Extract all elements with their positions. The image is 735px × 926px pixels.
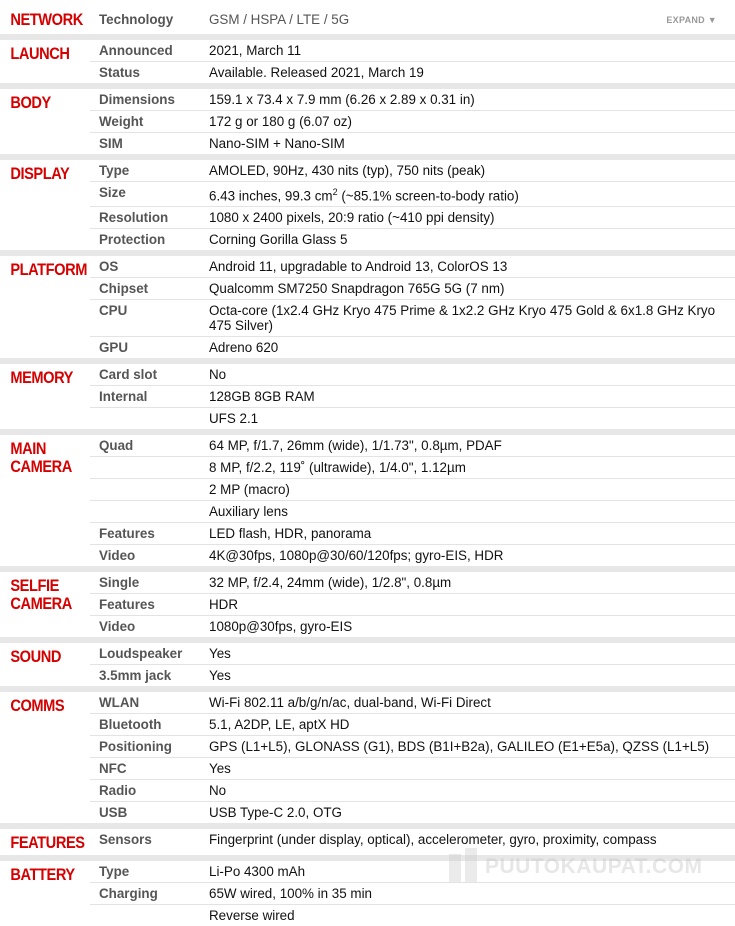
spec-value: 65W wired, 100% in 35 min: [209, 886, 372, 902]
spec-value: USB Type-C 2.0, OTG: [209, 805, 342, 821]
section-title: SOUND: [10, 647, 61, 667]
spec-value: UFS 2.1: [209, 411, 259, 427]
section-main-camera: [0, 429, 735, 566]
section-title-line2: CAMERA: [10, 457, 72, 477]
section-title: BODY: [10, 93, 51, 112]
spec-value: No: [209, 783, 227, 799]
spec-value: AMOLED, 90Hz, 430 nits (typ), 750 nits (peak): [209, 163, 486, 178]
section-memory: [0, 358, 735, 429]
spec-label: Type: [99, 163, 130, 178]
spec-value: 2 MP (macro): [209, 482, 290, 498]
spec-label: Status: [99, 65, 140, 80]
section-title-line1: MAIN: [10, 439, 46, 459]
spec-value: 5.1, A2DP, LE, aptX HD: [209, 717, 350, 733]
spec-row-quad-2: [90, 456, 735, 478]
spec-label: Features: [99, 526, 155, 542]
spec-label: [90, 479, 200, 500]
spec-row-quad-4: [90, 500, 735, 522]
spec-label: 3.5mm jack: [99, 668, 172, 684]
spec-label: Video: [99, 548, 136, 564]
spec-row-quad-3: [90, 478, 735, 500]
spec-row-video: [90, 544, 735, 566]
spec-value: Available. Released 2021, March 19: [209, 65, 424, 80]
spec-value: 2021, March 11: [209, 43, 302, 58]
spec-row-announced: [90, 40, 735, 61]
spec-label: Positioning: [99, 739, 172, 755]
spec-label: Radio: [99, 783, 137, 799]
spec-row-type: [90, 160, 735, 181]
spec-label: Quad: [99, 438, 134, 454]
spec-row-protection: [90, 228, 735, 250]
spec-value: 4K@30fps, 1080p@30/60/120fps; gyro-EIS, HDR: [209, 548, 504, 564]
spec-row-gpu: [90, 336, 735, 358]
section-title: [0, 435, 77, 566]
spec-label: Dimensions: [99, 92, 175, 107]
section-title: NETWORK: [10, 10, 83, 29]
section-title: LAUNCH: [10, 44, 70, 63]
spec-value: 1080 x 2400 pixels, 20:9 ratio (~410 ppi density): [209, 210, 495, 226]
section-battery: [0, 855, 735, 926]
spec-row-weight: [90, 110, 735, 132]
size-ratio: (~85.1% screen-to-body ratio): [337, 188, 519, 204]
section-title: DISPLAY: [10, 164, 70, 183]
spec-label: Internal: [99, 389, 148, 405]
watermark-text: PUUTOKAUPAT.COM: [485, 855, 703, 878]
spec-label: Type: [99, 864, 130, 880]
section-launch: [0, 34, 735, 83]
spec-value: GSM / HSPA / LTE / 5G: [209, 12, 350, 27]
spec-value: 8 MP, f/2.2, 119˚ (ultrawide), 1/4.0", 1.12µm: [209, 460, 466, 476]
spec-label: OS: [99, 259, 119, 275]
section-features: [0, 823, 735, 855]
spec-value: 128GB 8GB RAM: [209, 389, 315, 405]
spec-label: CPU: [99, 303, 128, 319]
spec-row-video: [90, 615, 735, 637]
spec-label: Technology: [99, 12, 174, 27]
spec-row-type: [90, 861, 735, 882]
spec-value: Auxiliary lens: [209, 504, 288, 520]
spec-row-technology[interactable]: [90, 6, 735, 34]
expand-button[interactable]: EXPAND ▼: [666, 15, 717, 25]
spec-value: GPS (L1+L5), GLONASS (G1), BDS (B1I+B2a), GALILEO (E1+E5a), QZSS (L1+L5): [209, 739, 710, 755]
spec-row-dimensions: [90, 89, 735, 110]
spec-value: Corning Gorilla Glass 5: [209, 232, 348, 248]
section-selfie-camera: [0, 566, 735, 637]
spec-row-jack: [90, 664, 735, 686]
section-title: BATTERY: [10, 865, 75, 885]
spec-row-features: [90, 522, 735, 544]
spec-label: Chipset: [99, 281, 149, 297]
spec-row-charging: [90, 882, 735, 904]
spec-value: Reverse wired: [209, 908, 295, 924]
section-title: COMMS: [10, 696, 65, 716]
spec-label: Video: [99, 619, 136, 635]
spec-row-single: [90, 572, 735, 593]
section-title: PLATFORM: [10, 260, 88, 280]
spec-label: Charging: [99, 886, 158, 902]
spec-label: Bluetooth: [99, 717, 162, 733]
spec-label: Features: [99, 597, 155, 613]
spec-row-chipset: [90, 277, 735, 299]
spec-value: Yes: [209, 761, 231, 777]
spec-row-features: [90, 593, 735, 615]
spec-value: Yes: [209, 668, 231, 684]
spec-label: NFC: [99, 761, 127, 777]
section-title: MEMORY: [10, 368, 73, 388]
spec-label: Announced: [99, 43, 173, 58]
spec-value: Octa-core (1x2.4 GHz Kryo 475 Prime & 1x2.2 GHz Kryo 475 Gold & 6x1.8 GHz Kryo 475 Silver): [209, 303, 716, 334]
spec-value: Wi-Fi 802.11 a/b/g/n/ac, dual-band, Wi-Fi Direct: [209, 695, 491, 711]
spec-label: SIM: [99, 136, 123, 151]
spec-value: No: [209, 367, 227, 383]
section-network: [0, 0, 735, 34]
section-sound: [0, 637, 735, 686]
spec-label: Protection: [99, 232, 166, 248]
size-value: 6.43 inches, 99.3 cm: [209, 188, 333, 204]
size-superscript: 2: [332, 187, 338, 197]
spec-label: Card slot: [99, 367, 158, 383]
spec-value: Li-Po 4300 mAh: [209, 864, 306, 880]
spec-row-internal: [90, 385, 735, 407]
section-body: [0, 83, 735, 154]
spec-value: Nano-SIM + Nano-SIM: [209, 136, 345, 151]
spec-row-positioning: [90, 735, 735, 757]
spec-value: 64 MP, f/1.7, 26mm (wide), 1/1.73", 0.8µm, PDAF: [209, 438, 502, 454]
spec-label: Weight: [99, 114, 144, 129]
section-title: [0, 572, 77, 637]
spec-value: 159.1 x 73.4 x 7.9 mm (6.26 x 2.89 x 0.31 in): [209, 92, 475, 107]
spec-row-loudspeaker: [90, 643, 735, 664]
spec-value: Yes: [209, 646, 231, 662]
spec-label: WLAN: [99, 695, 140, 711]
spec-value: Adreno 620: [209, 340, 279, 356]
spec-label: [90, 457, 200, 478]
spec-row-size: [90, 181, 735, 206]
spec-label: Size: [99, 185, 126, 200]
spec-row-sim: [90, 132, 735, 154]
spec-label: GPU: [99, 340, 129, 356]
spec-row-bluetooth: [90, 713, 735, 735]
spec-row-wlan: [90, 692, 735, 713]
spec-value: LED flash, HDR, panorama: [209, 526, 372, 542]
spec-label: Sensors: [99, 832, 152, 848]
spec-row-ufs: [90, 407, 735, 429]
spec-value: Qualcomm SM7250 Snapdragon 765G 5G (7 nm): [209, 281, 505, 297]
spec-label: Single: [99, 575, 140, 591]
spec-value: [200, 182, 735, 206]
spec-row-status: [90, 61, 735, 83]
spec-row-cpu: [90, 299, 735, 336]
spec-row-quad: [90, 435, 735, 456]
section-title: FEATURES: [10, 833, 85, 853]
section-platform: [0, 250, 735, 358]
section-title-line1: SELFIE: [10, 576, 59, 596]
spec-label: Resolution: [99, 210, 169, 226]
spec-label: USB: [99, 805, 128, 821]
spec-label: [90, 501, 200, 522]
spec-label: [90, 408, 200, 429]
section-display: [0, 154, 735, 250]
spec-value: Fingerprint (under display, optical), accelerometer, gyro, proximity, compass: [209, 832, 657, 848]
spec-row-sensors: [90, 829, 735, 855]
spec-value: HDR: [209, 597, 239, 613]
spec-value: Android 11, upgradable to Android 13, ColorOS 13: [209, 259, 508, 275]
spec-value: 172 g or 180 g (6.07 oz): [209, 114, 352, 129]
section-comms: [0, 686, 735, 823]
spec-row-charging-2: [90, 904, 735, 926]
spec-row-usb: [90, 801, 735, 823]
spec-label: Loudspeaker: [99, 646, 183, 662]
spec-row-os: [90, 256, 735, 277]
spec-label: [90, 905, 200, 926]
spec-value: 32 MP, f/2.4, 24mm (wide), 1/2.8", 0.8µm: [209, 575, 452, 591]
spec-row-nfc: [90, 757, 735, 779]
spec-row-card-slot: [90, 364, 735, 385]
section-title-line2: CAMERA: [10, 594, 72, 614]
spec-row-resolution: [90, 206, 735, 228]
spec-row-radio: [90, 779, 735, 801]
spec-value: 1080p@30fps, gyro-EIS: [209, 619, 353, 635]
